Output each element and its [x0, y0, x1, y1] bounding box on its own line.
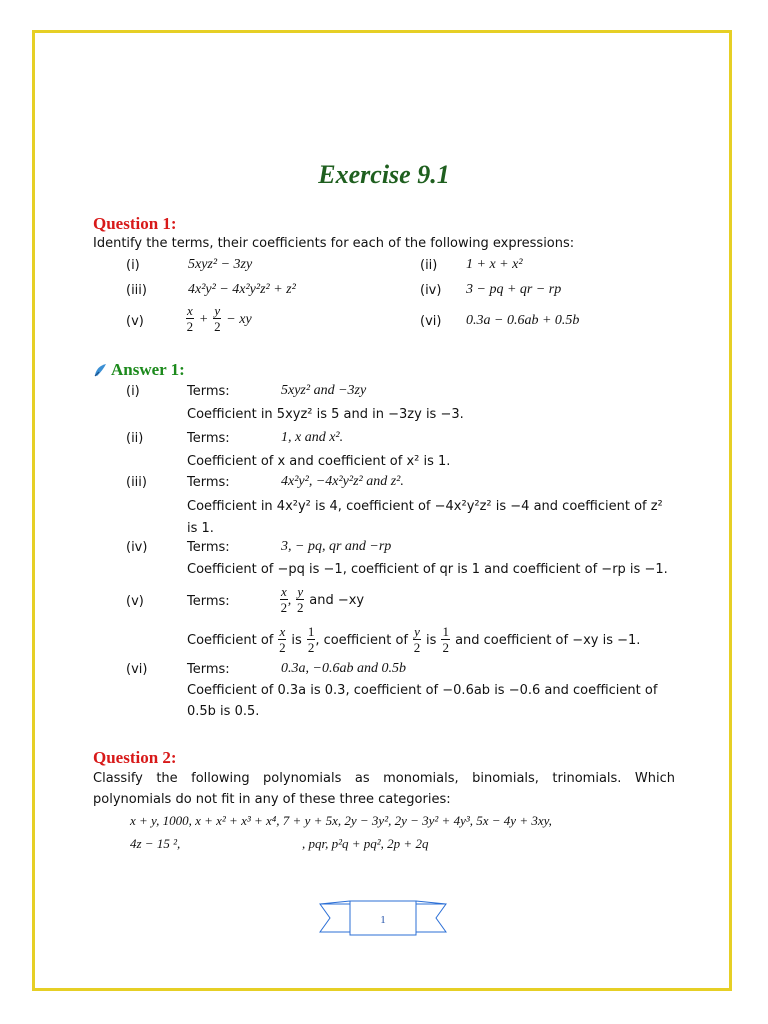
fraction: $\frac{x}{2}$: [280, 584, 288, 615]
q1-item-label: (vi): [420, 314, 442, 329]
terms-label: Terms:: [187, 431, 230, 446]
q1-item-expression: 1 + x + x²: [466, 257, 523, 272]
q1-item-expression: $\frac{x}{2}$ + $\frac{y}{2}$ − xy: [186, 303, 252, 334]
answer-1-heading: Answer 1:: [111, 360, 185, 379]
q1-item-expression: 4x²y² − 4x²y²z² + z²: [188, 282, 296, 297]
page-number: 1: [380, 914, 386, 926]
terms-value: $\frac{x}{2}$ , $\frac{y}{2}$ and −xy: [280, 584, 365, 615]
polynomial-list: 4z − 15 ²,: [130, 836, 181, 851]
terms-value: 4x²y², −4x²y²z² and z².: [281, 474, 404, 489]
coefficient-text: Coefficient in 5xyz² is 5 and in −3zy is −3.: [187, 407, 464, 422]
polynomial-list: , pqr, p²q + pq², 2p + 2q: [302, 836, 429, 851]
terms-value: 3, − pq, qr and −rp: [281, 539, 392, 554]
q1-item-expression: 3 − pq + qr − rp: [466, 282, 562, 297]
coefficient-text: 0.5b is 0.5.: [187, 704, 260, 719]
coefficient-text: Coefficient of x and coefficient of x² is 1.: [187, 454, 451, 469]
coefficient-text: Coefficient in 4x²y² is 4, coefficient of −4x²y²z² is −4 and coefficient of z²: [187, 499, 663, 514]
q1-item-label: (ii): [420, 258, 438, 273]
fraction: $\frac{y}{2}$: [297, 584, 304, 615]
terms-label: Terms:: [187, 384, 230, 399]
question-1-prompt: Identify the terms, their coefficients for each of the following expressions:: [93, 236, 575, 251]
answer-label: (vi): [126, 662, 148, 677]
fraction: $\frac{y}{2}$: [413, 624, 421, 655]
coefficient-text: Coefficient of −pq is −1, coefficient of qr is 1 and coefficient of −rp is −1.: [187, 562, 668, 577]
coefficient-text: is 1.: [187, 521, 214, 536]
answer-label: (iii): [126, 475, 147, 490]
fraction: $\frac{x}{2}$: [279, 624, 286, 655]
terms-value: 1, x and x².: [281, 430, 344, 445]
question-1-heading: Question 1:: [93, 214, 177, 233]
answer-label: (v): [126, 594, 144, 609]
answer-label: (iv): [126, 540, 148, 555]
terms-value: 0.3a, −0.6ab and 0.5b: [281, 661, 406, 676]
q1-item-label: (iii): [126, 283, 147, 298]
terms-label: Terms:: [187, 475, 230, 490]
coefficient-text: Coefficient of 0.3a is 0.3, coefficient of −0.6ab is −0.6 and coefficient of: [187, 683, 658, 698]
q1-item-label: (iv): [420, 283, 442, 298]
terms-value: 5xyz² and −3zy: [281, 383, 367, 398]
question-2-prompt: polynomials do not fit in any of these three categories:: [93, 792, 451, 807]
answer-label: (i): [126, 384, 140, 399]
terms-label: Terms:: [187, 540, 230, 555]
fraction: $\frac{1}{2}$: [442, 624, 449, 655]
terms-label: Terms:: [187, 594, 230, 609]
polynomial-list: x + y, 1000, x + x² + x³ + x⁴, 7 + y + 5x, 2y − 3y², 2y − 3y² + 4y³, 5x − 4y + 3xy,: [130, 813, 552, 828]
answer-label: (ii): [126, 431, 144, 446]
q1-item-label: (v): [126, 314, 144, 329]
q1-item-expression: 5xyz² − 3zy: [188, 257, 253, 272]
question-2-heading: Question 2:: [93, 748, 177, 767]
fraction: $\frac{1}{2}$: [307, 624, 315, 655]
q1-item-label: (i): [126, 258, 140, 273]
question-2-prompt: Classify the following polynomials as monomials, binomials, trinomials. Which: [93, 771, 675, 786]
fraction: $\frac{y}{2}$: [214, 303, 221, 334]
page-title: Exercise 9.1: [318, 160, 450, 189]
fraction: $\frac{x}{2}$: [186, 303, 194, 334]
coefficient-text: Coefficient of $\frac{x}{2}$ is $\frac{1}{2}$ , coefficient of $\frac{y}{2}$ is $\frac{1}{2}$ and coefficient of −xy is −1.: [187, 624, 641, 655]
terms-label: Terms:: [187, 662, 230, 677]
q1-item-expression: 0.3a − 0.6ab + 0.5b: [466, 313, 580, 328]
answer-icon: [93, 362, 109, 378]
